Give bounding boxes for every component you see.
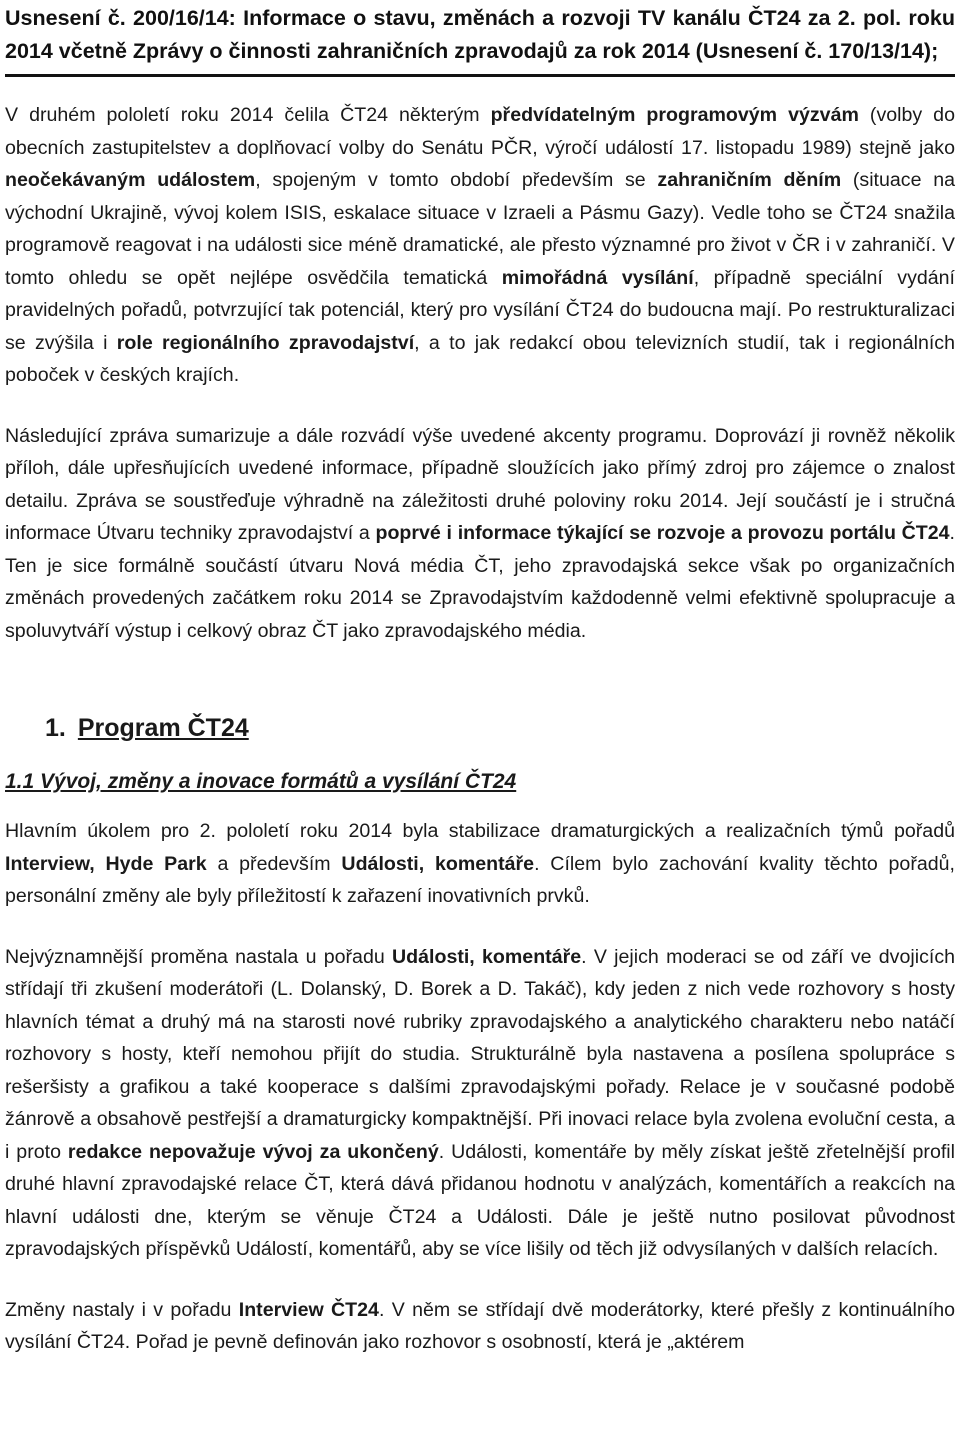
text-run: Nejvýznamnější proměna nastala u pořadu [5, 945, 393, 968]
text-run: Změny nastaly i v pořadu [5, 1298, 239, 1321]
text-run: V druhém pololetí roku 2014 čelila ČT24 některým [5, 104, 491, 126]
bold-run: zahraničním děním [657, 169, 842, 191]
paragraph-summary [5, 420, 955, 648]
text-run: . Cílem bylo zachování kvality těchto pořadů, personální změny ale byly příležitostí k zařazení inovativních prvků. [5, 852, 955, 907]
text-run: , případně speciální vydání pravidelných pořadů, potvrzující tak potenciál, který pro vysílání ČT24 do budoucna mají. Po restrukturalizaci se zvýšila i [5, 266, 955, 354]
bold-run: Události, komentáře [341, 852, 535, 875]
section-title: Program ČT24 [77, 714, 249, 742]
text-run: Hlavním úkolem pro 2. pololetí roku 2014 byla stabilizace dramaturgických a realizačních týmů pořadů [5, 820, 955, 842]
bold-run: neočekávaným událostem [5, 169, 256, 191]
paragraph-stabilization [5, 815, 955, 913]
text-run: . Události, komentáře by měly získat ještě zřetelnější profil druhé hlavní zpravodajské relace ČT, která dává přidanou hodnotu v analýzách, komentářích a reakcích na hlavní události dne, kterým se věnuje ČT24 a Události. Dále je ještě nutno posilovat původnost zpravodajských příspěvků Událostí, komentářů, aby se více lišily od těch již odvysílaných v dalších relacích. [5, 1140, 955, 1260]
bold-run: poprvé i informace týkající se rozvoje a provozu portálu ČT24 [375, 522, 950, 544]
resolution-heading: Usnesení č. 200/16/14: Informace o stavu, změnách a rozvoji TV kanálu ČT24 za 2. pol. roku 2014 včetně Zprávy o činnosti zahraničních zpravodajů za rok 2014 (Usnesení č. 170/13/14); [5, 6, 955, 63]
bold-run: předvídatelným programovým výzvám [490, 104, 859, 126]
paragraph-udalosti-komentare [5, 941, 955, 1266]
bold-run: Interview ČT24 [238, 1298, 379, 1321]
paragraph-interview [5, 1294, 955, 1359]
bold-run: mimořádná vysílání [501, 266, 694, 289]
text-run: a především [206, 852, 342, 875]
text-run: Následující zpráva sumarizuje a dále rozvádí výše uvedené akcenty programu. Doprovází ji rovněž několik příloh, dále upřesňujících uvedené informace, případně sloužících jako přímý zdroj pro zájemce o znalost detailu. Zpráva se soustřeďuje výhradně na záležitosti druhé poloviny roku 2014. Její součástí je i stručná informace Útvaru techniky zpravodajství a [5, 424, 955, 544]
text-run: , a to jak redakcí obou televizních studií, tak i regionálních poboček v českých krajích. [5, 331, 955, 386]
text-run: . V něm se střídají dvě moderátorky, které přešly z kontinuálního vysílání ČT24. Pořad je pevně definován jako rozhovor s osobností, která je „aktérem [5, 1298, 956, 1353]
text-run: . Ten je sice formálně součástí útvaru Nová média ČT, jeho zpravodajská sekce však po organizačních změnách provedených začátkem roku 2014 se Zpravodajstvím každodenně velmi efektivně spolupracuje a spoluvytváří výstup i celkový obraz ČT jako zpravodajského média. [5, 522, 955, 642]
document-page [5, 0, 955, 1387]
bold-run: redakce nepovažuje vývoj za ukončený [67, 1140, 439, 1163]
text-run: , spojeným v tomto období především se [255, 169, 658, 191]
text-run: (situace na východní Ukrajině, vývoj kolem ISIS, eskalace situace v Izraeli a Pásmu Gazy). Vedle toho se ČT24 snažila programově reagovat i na události sice méně dramatické, ale přesto významné pro život v ČR i v zahraničí. V tomto ohledu se opět nejlépe osvědčila tematická [5, 169, 956, 289]
bold-run: role regionálního zpravodajství [116, 331, 415, 354]
section-heading-program [45, 711, 955, 745]
text-run: (volby do obecních zastupitelstev a doplňovací volby do Senátu PČR, výročí událostí 17. listopadu 1989) stejně jako [5, 104, 955, 159]
text-run: . V jejich moderaci se od září ve dvojicích střídají tři zkušení moderátoři (L. Dolanský, D. Borek a D. Takáč), kdy jeden z nich vede rozhovory s hosty hlavních témat a druhý má na starosti nové rubriky zpravodajského a analytického charakteru nebo natáčí rozhovory s hosty, kteří nemohou přijít do studia. Strukturálně byla nastavena a posílena spolupráce s rešeršisty a grafikou a také kooperace s dalšími zpravodajskými pořady. Relace je v současné podobě žánrově a obsahově pestřejší a dramaturgicky kompaktnější. Při inovaci relace byla zvolena evoluční cesta, a i proto [5, 945, 956, 1163]
bold-run: Interview, Hyde Park [5, 852, 207, 875]
subsection-heading: 1.1 Vývoj, změny a inovace formátů a vysílání ČT24 [5, 770, 517, 793]
bold-run: Události, komentáře [392, 945, 582, 968]
section-number: 1. [45, 714, 66, 742]
paragraph-intro [5, 99, 955, 392]
heading-divider [5, 74, 955, 77]
